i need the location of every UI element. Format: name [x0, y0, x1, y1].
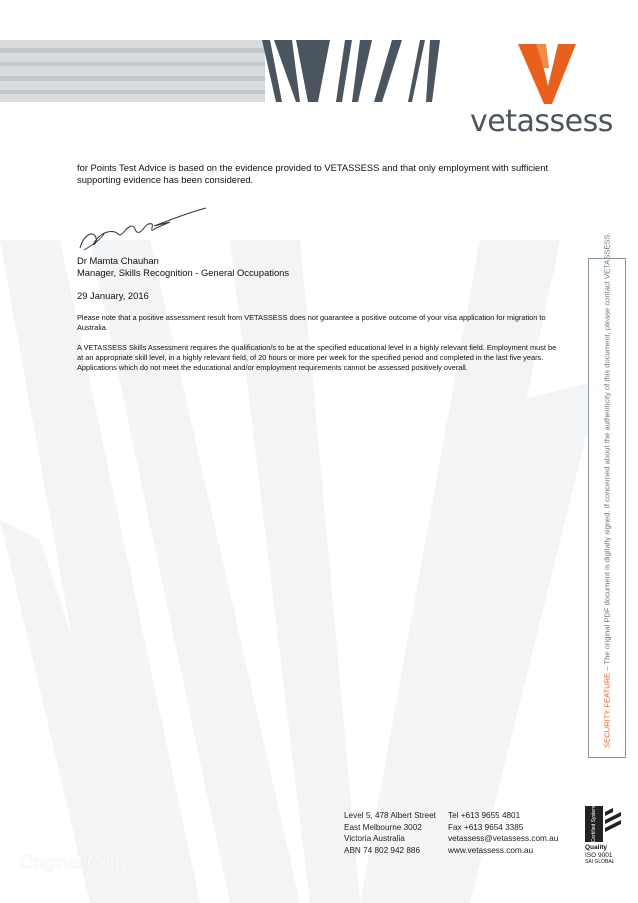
certification-stripes-icon: [605, 808, 623, 840]
intro-paragraph: for Points Test Advice is based on the evidence provided to VETASSESS and that only employment with sufficient supporting evidence has been considered.: [77, 162, 549, 185]
signatory-name: Dr Mamta Chauhan: [77, 255, 159, 266]
cert-iso: ISO 9001: [585, 851, 613, 859]
certification-text: [585, 844, 614, 867]
certified-system-label: Certified System: [591, 805, 597, 843]
original-copy-watermark: Original Copy: [20, 852, 130, 872]
address-line: Level 5, 478 Albert Street: [344, 811, 436, 820]
letter-date: 29 January, 2016: [77, 290, 149, 301]
cert-quality: Quality: [585, 844, 608, 851]
security-feature-text: [602, 232, 612, 748]
address-line: Victoria Australia: [344, 834, 405, 843]
security-feature-label: SECURITY FEATURE: [602, 672, 612, 748]
fax-number: Fax +613 9654 3385: [448, 822, 524, 832]
security-feature-box: [588, 232, 626, 758]
footer-address: [344, 810, 436, 856]
email-link[interactable]: vetassess@vetassess.com.au: [448, 834, 559, 843]
signature: [74, 204, 208, 256]
phone-number: Tel +613 9655 4801: [448, 811, 521, 820]
signatory-title: Manager, Skills Recognition - General Occupations: [77, 267, 290, 278]
requirements-note: A VETASSESS Skills Assessment requires the qualification/s to be at the specified educational level in a highly relevant field. Employment must be at an appropriate skill level, in a highly relevant field, of 20 hours or more per week for the specified period and completed in the last five years. Applications which do not meet the educational and/or employment requirements cannot be assessed positively overall.: [77, 343, 557, 373]
security-feature-message: – The original PDF document is digitally signed. If concerned about the authenticity of this document, please contact VETASSESS.: [602, 232, 612, 673]
footer-contact: [448, 810, 558, 856]
website-link[interactable]: www.vetassess.com.au: [448, 845, 534, 855]
address-line: East Melbourne 3002: [344, 822, 422, 832]
certified-system-tab: [585, 806, 603, 842]
iso-certification-badge: [585, 806, 625, 876]
vetassess-wordmark: vetassess: [470, 104, 613, 139]
address-line: ABN 74 802 942 886: [344, 845, 421, 855]
visa-note: Please note that a positive assessment result from VETASSESS does not guarantee a positive outcome of your visa application for migration to Australia.: [77, 313, 546, 333]
cert-sai-global: SAI GLOBAL: [585, 859, 615, 865]
